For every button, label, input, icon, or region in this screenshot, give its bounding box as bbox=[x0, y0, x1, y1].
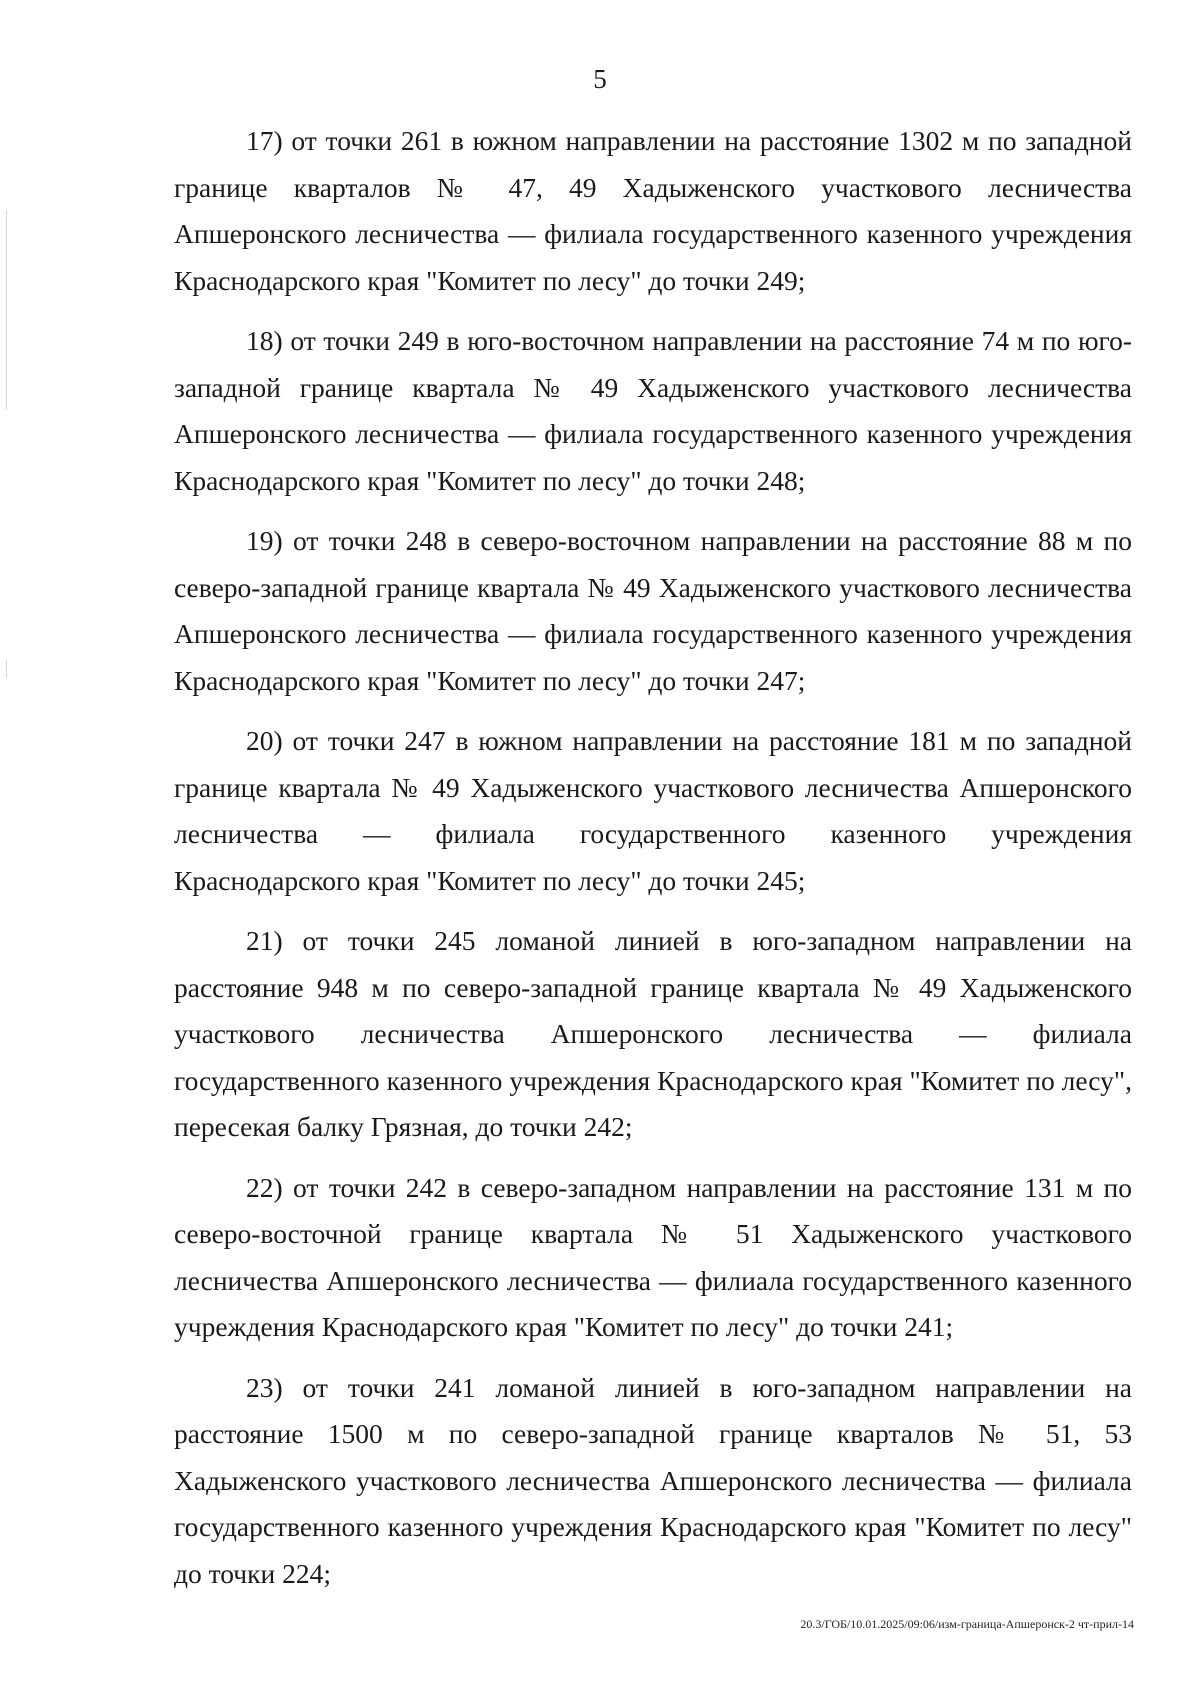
paragraph-18: 18) от точки 249 в юго-восточном направлении на расстояние 74 м по юго-западной границе квартала № 49 Хадыженского участкового лесничества Апшеронского лесничества — филиала государственного казенного учреждения Краснодарского края "Комитет по лесу" до точки 248; bbox=[174, 325, 1132, 496]
paragraph-23: 23) от точки 241 ломаной линией в юго-западном направлении на расстояние 1500 м по северо-западной границе кварталов № 51, 53 Хадыженского участкового лесничества Апшеронского лесничества — филиала государственного казенного учреждения Краснодарского края "Комитет по лесу" до точки 224; bbox=[174, 1371, 1132, 1589]
paragraph-20: 20) от точки 247 в южном направлении на расстояние 181 м по западной границе квартала № 49 Хадыженского участкового лесничества Апшеронского лесничества — филиала государственного казенного учреждения Краснодарского края "Комитет по лесу" до точки 245; bbox=[174, 725, 1132, 896]
scan-artifact bbox=[6, 210, 7, 410]
paragraph-22: 22) от точки 242 в северо-западном направлении на расстояние 131 м по северо-восточной границе квартала № 51 Хадыженского участкового лесничества Апшеронского лесничества — филиала государственного казенного учреждения Краснодарского края "Комитет по лесу" до точки 241; bbox=[174, 1171, 1132, 1342]
paragraph-21: 21) от точки 245 ломаной линией в юго-западном направлении на расстояние 948 м по северо-западной границе квартала № 49 Хадыженского участкового лесничества Апшеронского лесничества — филиала государственного казенного учреждения Краснодарского края "Комитет по лесу", пересекая балку Грязная, до точки 242; bbox=[174, 925, 1132, 1142]
paragraph-19: 19) от точки 248 в северо-восточном направлении на расстояние 88 м по северо-западной границе квартала № 49 Хадыженского участкового лесничества Апшеронского лесничества — филиала государственного казенного учреждения Краснодарского края "Комитет по лесу" до точки 247; bbox=[174, 525, 1132, 696]
document-body bbox=[174, 118, 1132, 1611]
scan-artifact bbox=[6, 660, 7, 678]
footer-document-code: 20.3/ГОБ/10.01.2025/09:06/изм-граница-Апшеронск-2 чт-прил-14 bbox=[800, 1617, 1134, 1631]
paragraph-17: 17) от точки 261 в южном направлении на расстояние 1302 м по западной границе кварталов № 47, 49 Хадыженского участкового лесничества Апшеронского лесничества — филиала государственного казенного учреждения Краснодарского края "Комитет по лесу" до точки 249; bbox=[174, 125, 1132, 296]
page-number: 5 bbox=[593, 64, 607, 94]
